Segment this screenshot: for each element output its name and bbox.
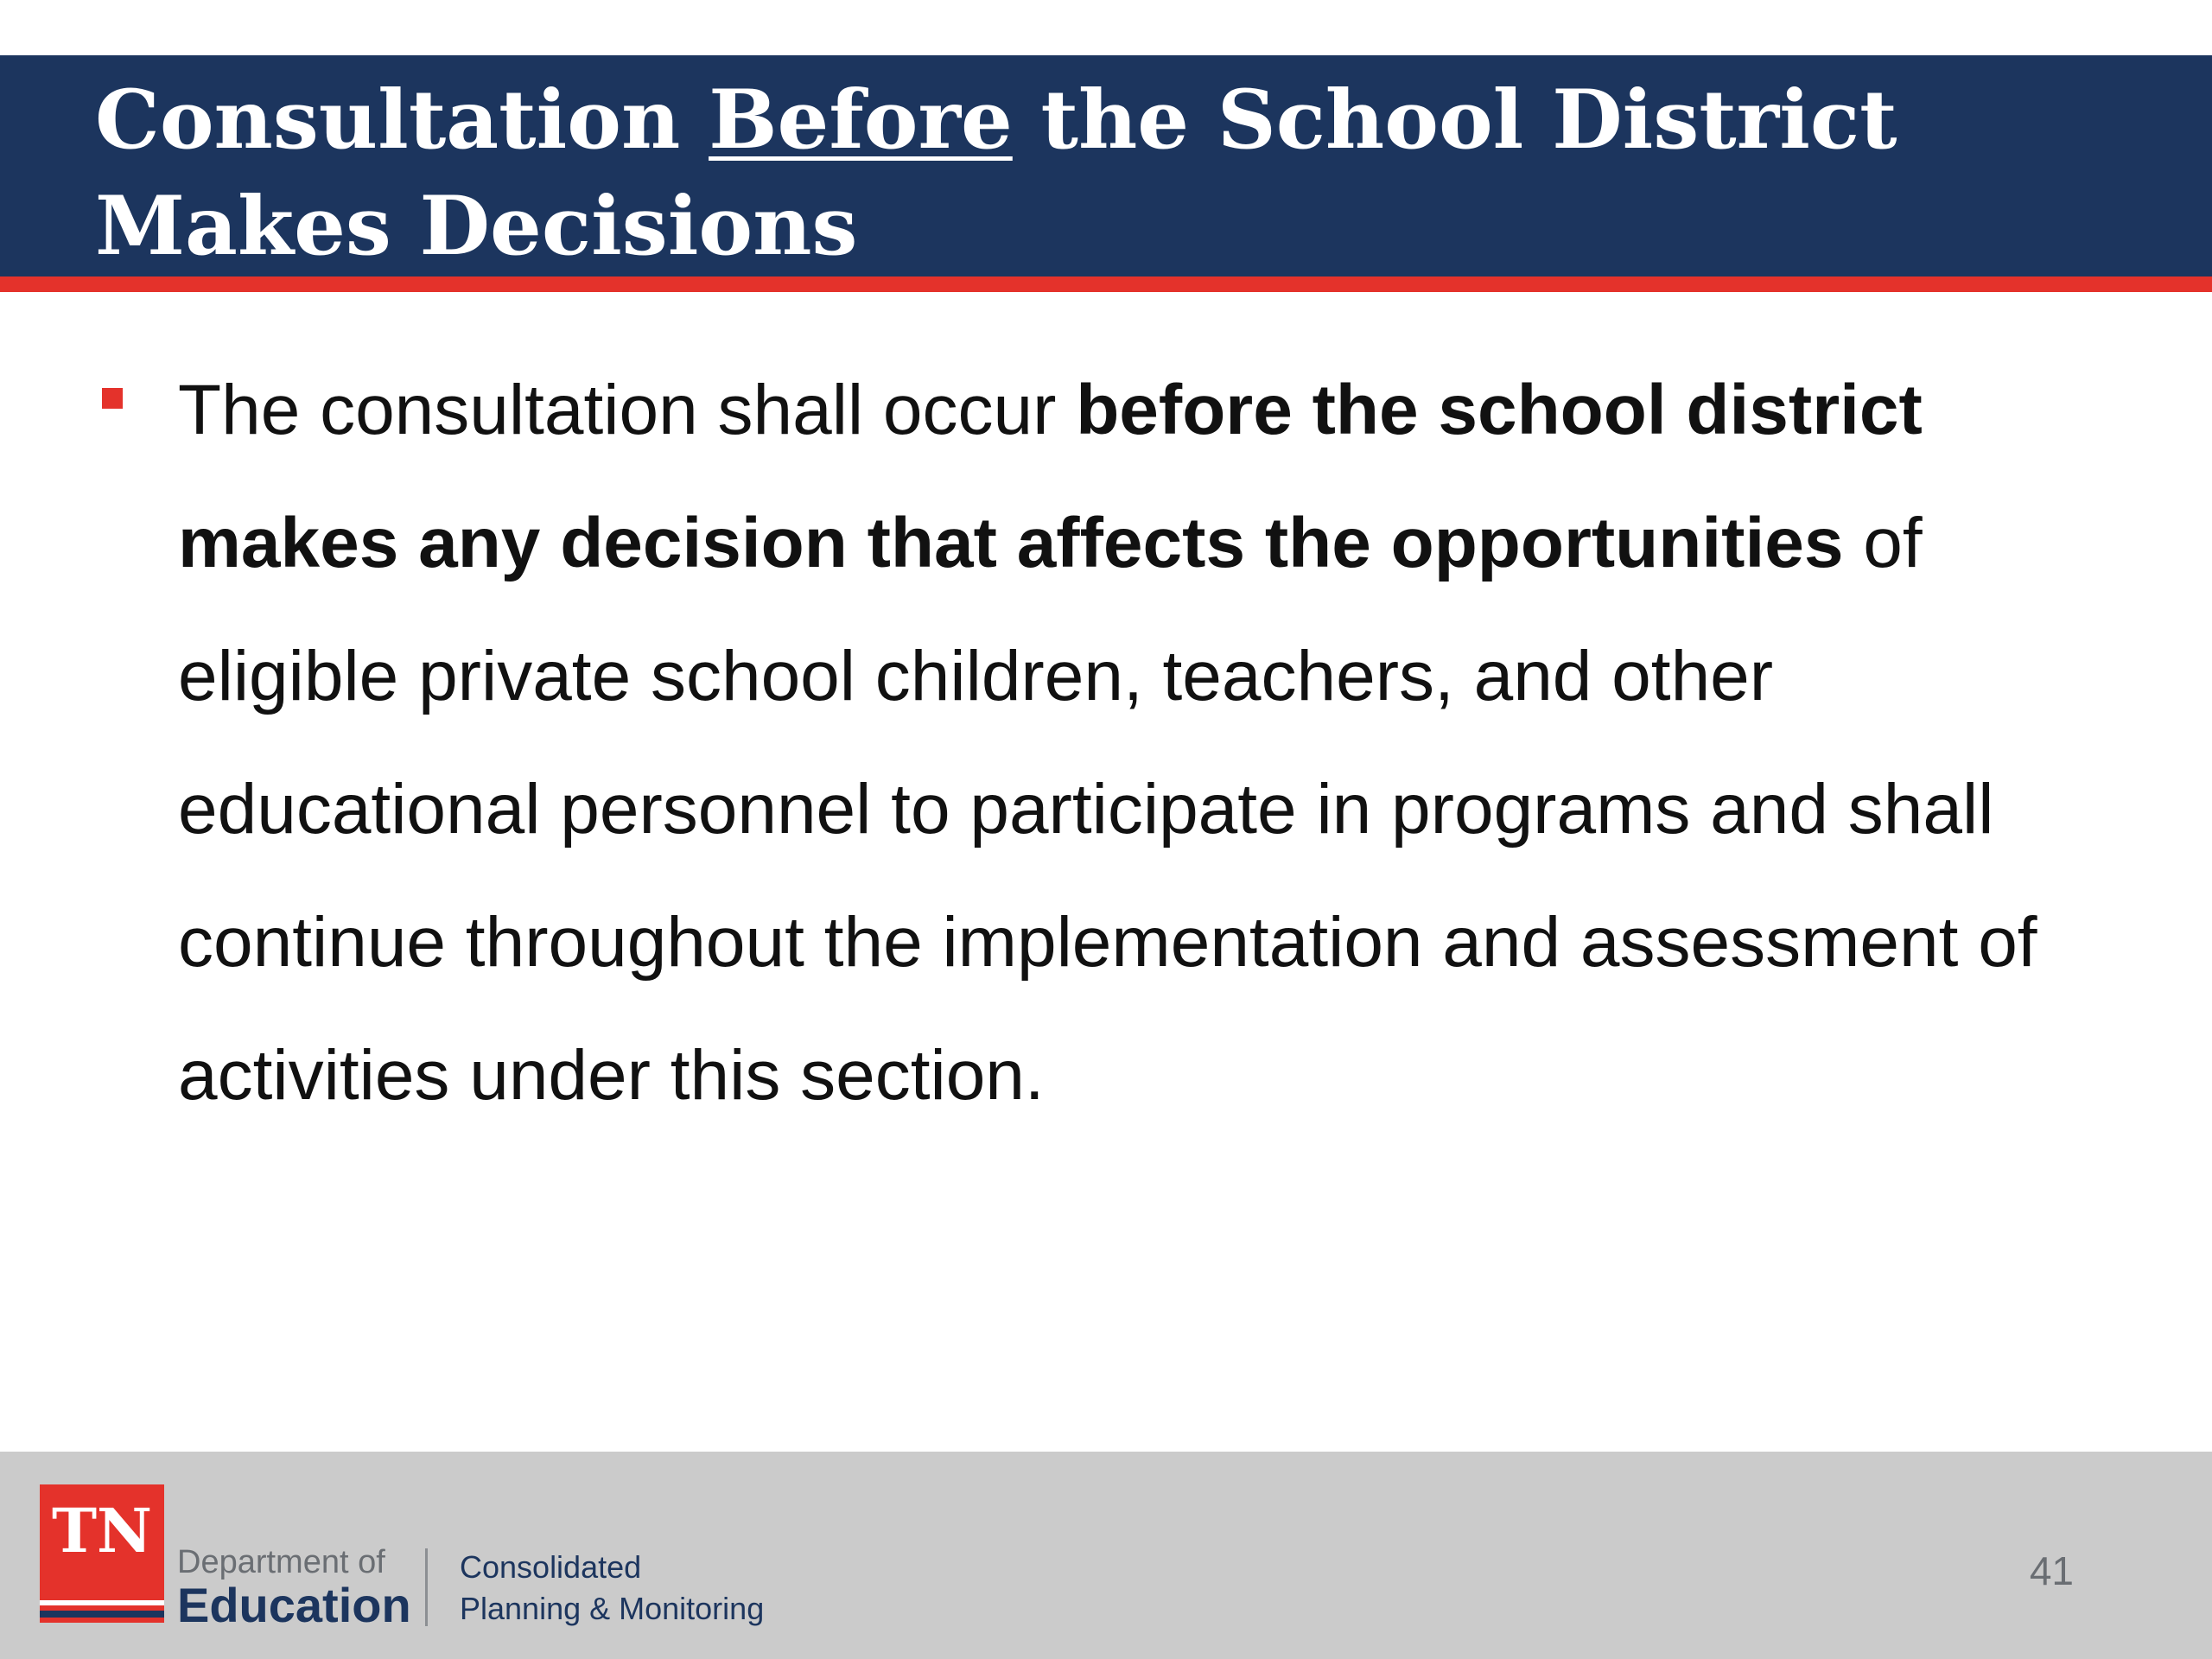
department-label: Department of xyxy=(177,1544,385,1580)
logo-stripe-white xyxy=(40,1600,164,1605)
logo-stripe-blue xyxy=(40,1611,164,1618)
tn-logo xyxy=(40,1484,164,1623)
title-underlined-word: Before xyxy=(709,73,1013,168)
program-line-1: Consolidated xyxy=(460,1549,642,1585)
footer xyxy=(0,1452,2212,1659)
bullet-text-part-1: The consultation shall occur xyxy=(178,371,1077,449)
page-number: 41 xyxy=(2029,1548,2074,1593)
title-part-2: the School District Makes Decisions xyxy=(95,73,1897,274)
tn-logo-text: TN xyxy=(51,1495,153,1567)
department-name: Education xyxy=(177,1578,411,1632)
title-part-1: Consultation xyxy=(95,73,709,168)
bullet-text-part-2: of eligible private school children, teachers, and other educational personnel to participate in programs and shall continue throughout the implementation and assessment of activities under this section. xyxy=(178,504,2037,1115)
bullet-text xyxy=(178,344,2113,1142)
footer-divider xyxy=(425,1548,428,1626)
bullet-square-icon xyxy=(102,388,123,409)
program-line-2: Planning & Monitoring xyxy=(460,1591,765,1626)
bullet-text-bold: before the school district makes any decision that affects the opportunities xyxy=(178,371,1923,582)
